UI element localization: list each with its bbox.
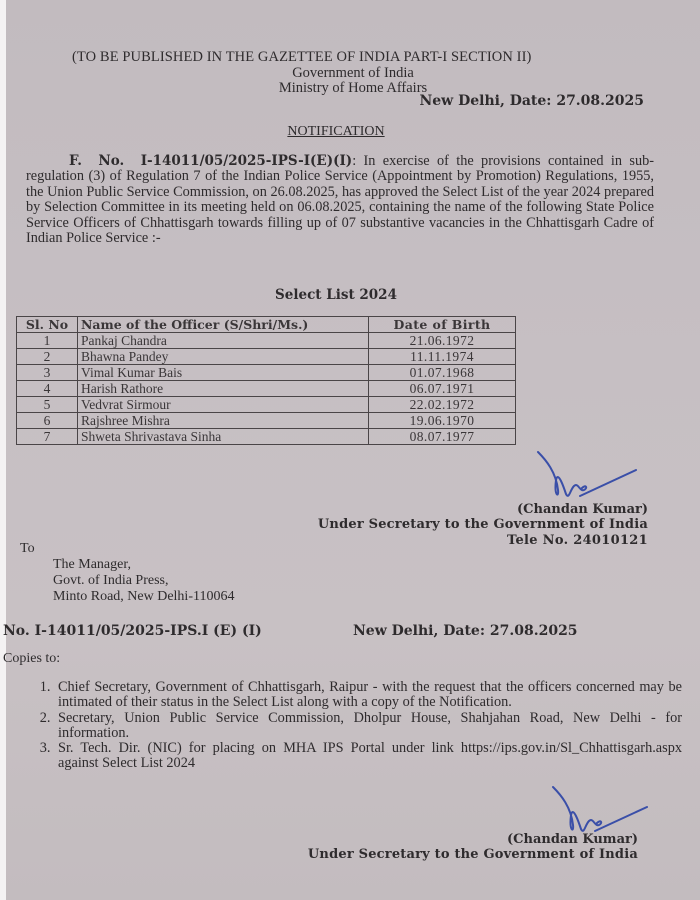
signatory-designation: Under Secretary to the Government of India xyxy=(317,517,648,532)
list-item: 3. Sr. Tech. Dir. (NIC) for placing on MHA IPS Portal under link https://ips.gov.in/Sl_Chhattisgarh.aspx against Select List 2024 xyxy=(54,741,682,772)
table-row: 7 Shweta Shrivastava Sinha 08.07.1977 xyxy=(17,429,516,445)
table-row: 1 Pankaj Chandra 21.06.1972 xyxy=(17,333,516,349)
document-page xyxy=(3,0,700,900)
notification-title: NOTIFICATION xyxy=(287,124,385,139)
table-row: 3 Vimal Kumar Bais 01.07.1968 xyxy=(17,365,516,381)
table-row: 4 Harish Rathore 06.07.1971 xyxy=(17,381,516,397)
list-item: 1. Chief Secretary, Government of Chhattisgarh, Raipur - with the request that the officers concerned may be intimated of their status in the Select List along with a copy of the Notification. xyxy=(54,680,682,711)
list-item: 2. Secretary, Union Public Service Commission, Dholpur House, Shahjahan Road, New Delhi - for information. xyxy=(54,711,682,742)
addressee-line: The Manager, xyxy=(53,557,131,572)
notification-body xyxy=(26,154,654,246)
file-number: F. No. I-14011/05/2025-IPS-I(E)(I) xyxy=(69,153,353,169)
signatory-name: (Chandan Kumar) xyxy=(517,502,648,517)
addressee-line: Minto Road, New Delhi-110064 xyxy=(53,589,235,604)
select-list-table xyxy=(16,316,516,445)
table-row: 6 Rajshree Mishra 19.06.1970 xyxy=(17,413,516,429)
gazette-line: (TO BE PUBLISHED IN THE GAZETTEE OF INDIA PART-I SECTION II) xyxy=(72,49,532,65)
column-header: Date of Birth xyxy=(369,317,516,333)
select-list-title: Select List 2024 xyxy=(275,287,397,303)
signatory-name: (Chandan Kumar) xyxy=(507,832,638,847)
copies-list xyxy=(24,680,682,772)
addressee-line: Govt. of India Press, xyxy=(53,573,169,588)
to-label: To xyxy=(20,541,35,556)
endorsement-file-number: No. I-14011/05/2025-IPS.I (E) (I) xyxy=(3,623,262,639)
endorsement-place-date: New Delhi, Date: 27.08.2025 xyxy=(353,623,578,639)
copies-to-label: Copies to: xyxy=(3,651,61,666)
place-date: New Delhi, Date: 27.08.2025 xyxy=(419,93,644,109)
table-row: 5 Vedvrat Sirmour 22.02.1972 xyxy=(17,397,516,413)
table-row: 2 Bhawna Pandey 11.11.1974 xyxy=(17,349,516,365)
signature-icon xyxy=(536,450,646,510)
government-line: Government of India xyxy=(292,65,414,81)
ministry-line: Ministry of Home Affairs xyxy=(278,80,428,96)
signatory-telephone: Tele No. 24010121 xyxy=(506,533,648,548)
signatory-designation: Under Secretary to the Government of India xyxy=(307,847,638,862)
notification-text: : In exercise of the provisions contained in sub-regulation (3) of Regulation 7 of the Indian Police Service (Appointment by Promotion) Regulations, 1955, the Union Public Service Commission, on 26.08.2025, has approved the Select List of the year 2024 prepared by Selection Committee in its meeting held on 06.08.2025, containing the name of the following State Police Service Officers of Chhattisgarh towards filling up of 07 substantive vacancies in the Chhattisgarh Cadre of Indian Police Service :- xyxy=(26,153,654,247)
table-header-row xyxy=(17,317,516,333)
column-header: Sl. No xyxy=(17,317,78,333)
column-header: Name of the Officer (S/Shri/Ms.) xyxy=(78,317,369,333)
